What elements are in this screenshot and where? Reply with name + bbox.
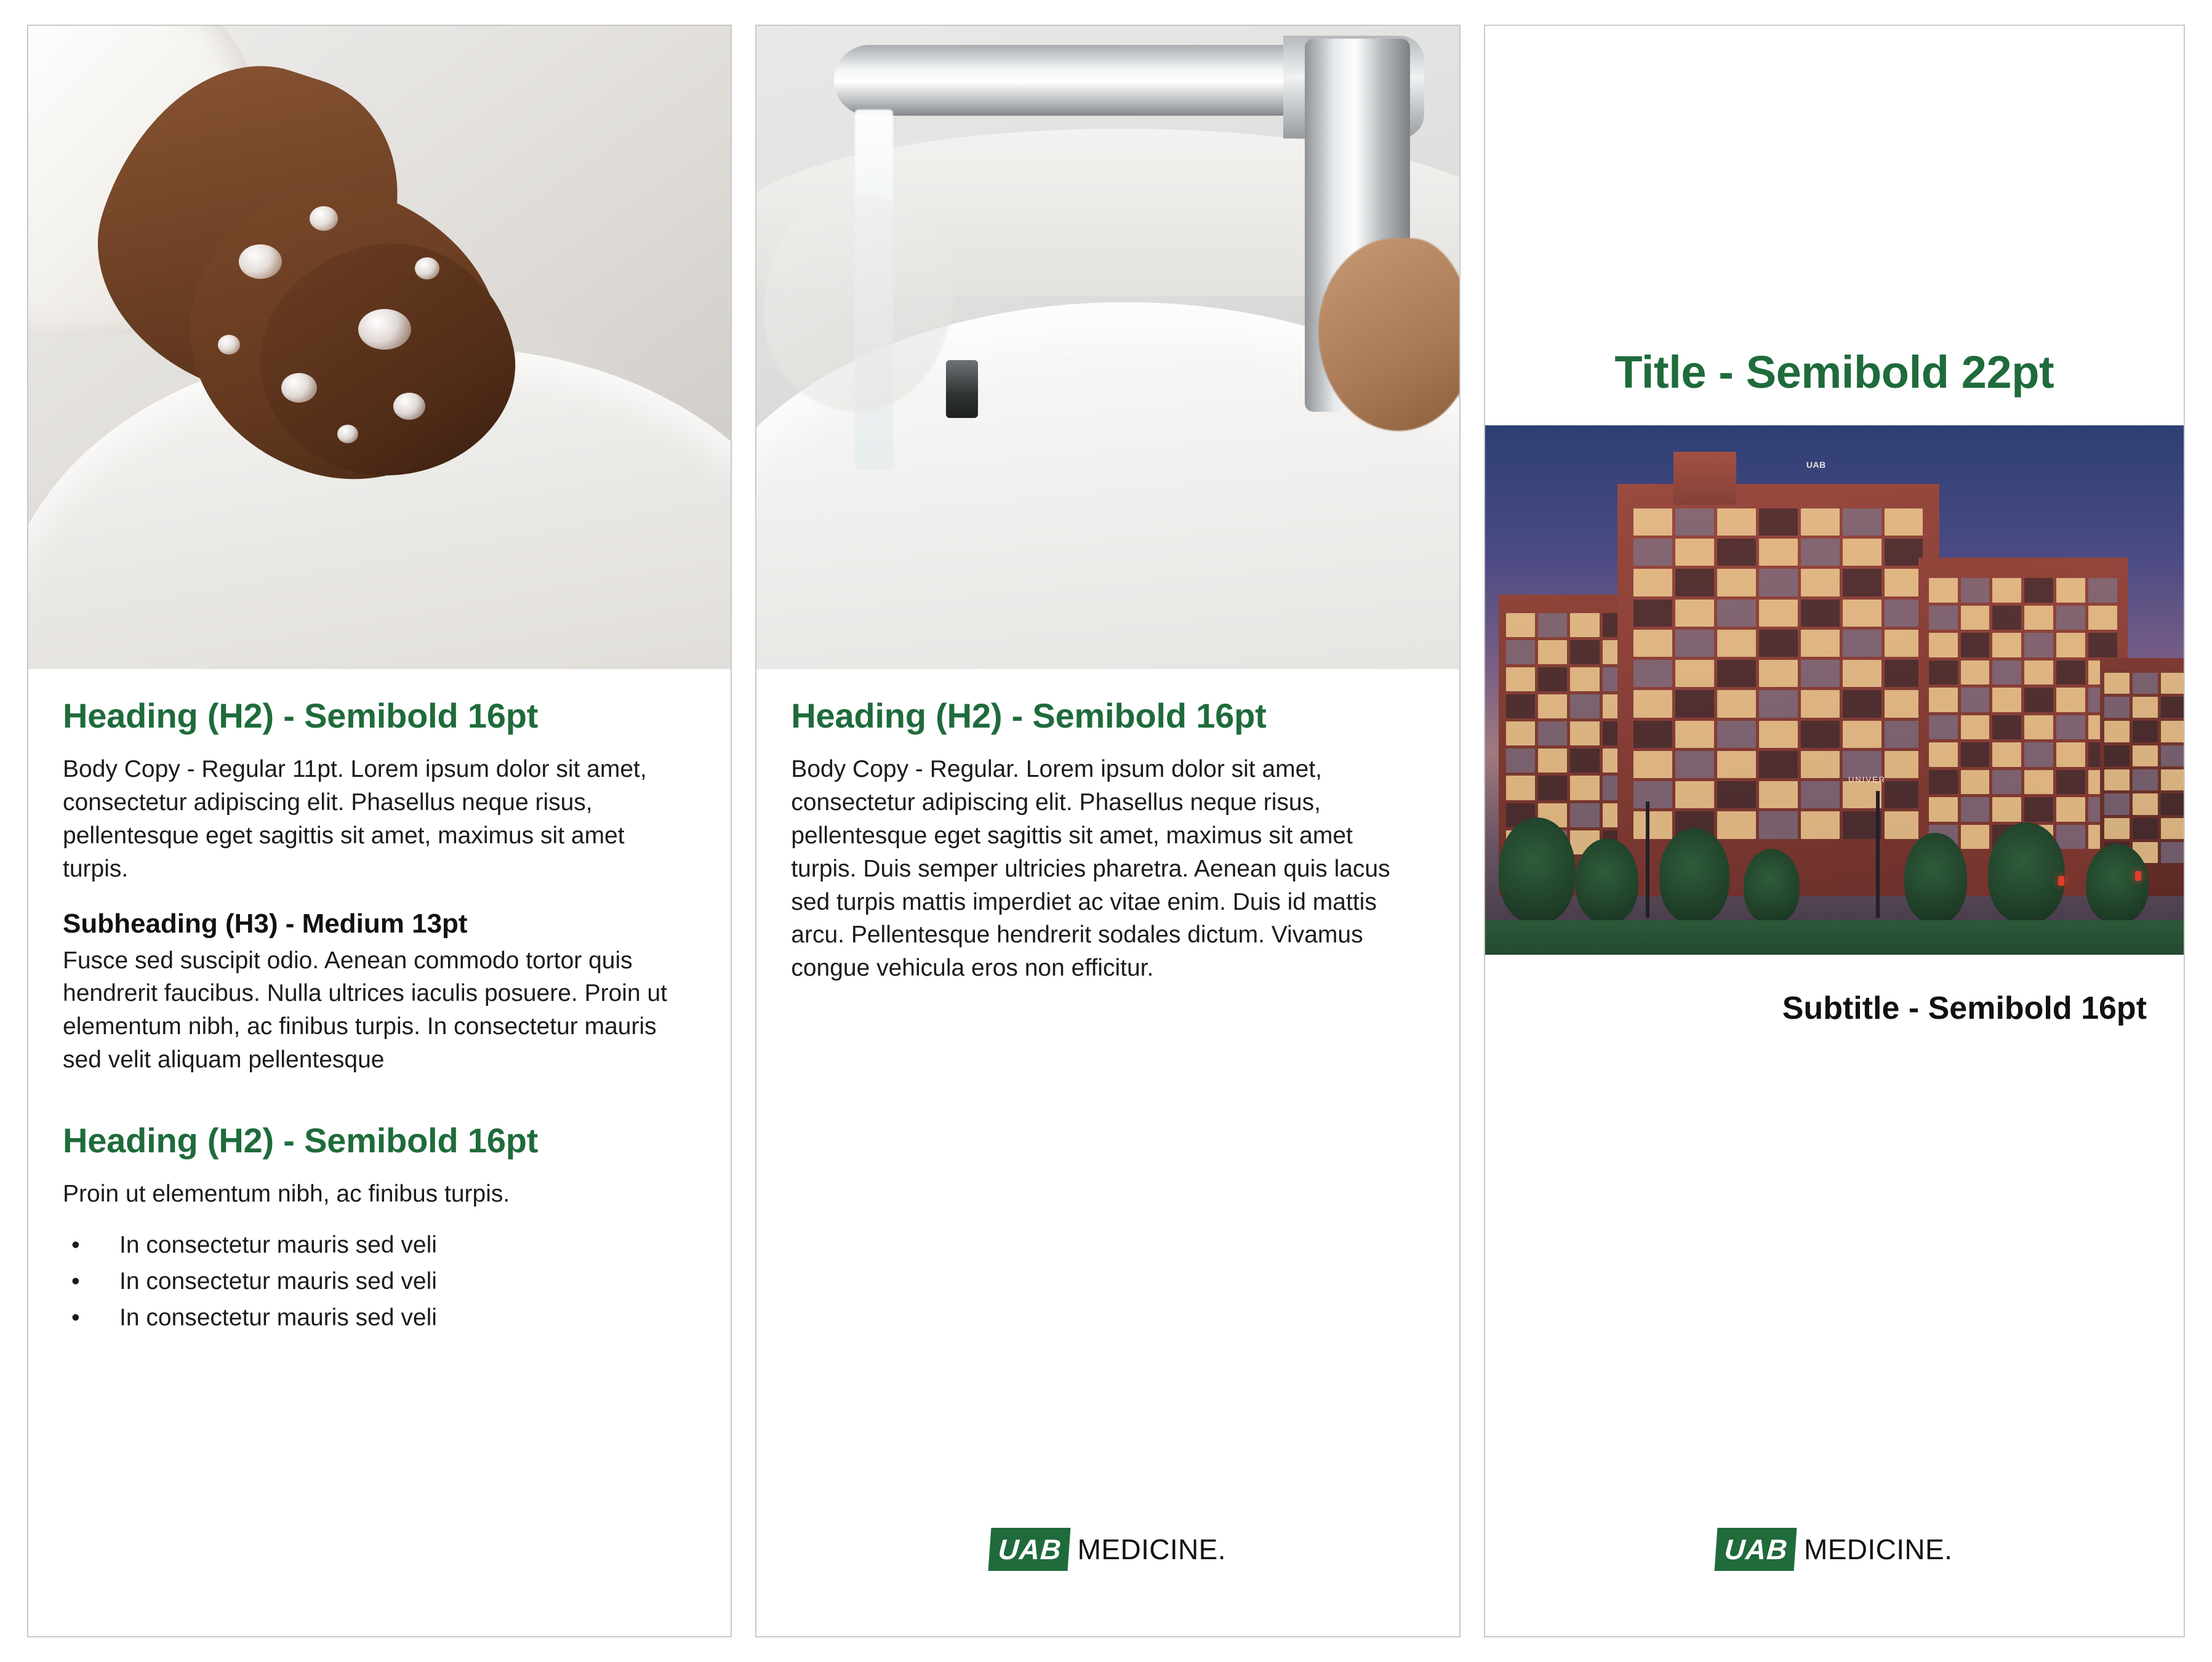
window-grid: [1633, 508, 1923, 839]
traffic-signal-light: [2135, 871, 2141, 881]
uab-logo-mark: UAB: [1715, 1528, 1797, 1571]
tree-shape: [1499, 817, 1576, 923]
list-item: • In consectetur mauris sed veli: [71, 1263, 696, 1299]
left-body-3: Proin ut elementum nibh, ac finibus turpis.: [63, 1181, 510, 1208]
window-grid: [1506, 613, 1632, 854]
page-subtitle: Subtitle - Semibold 16pt: [1782, 990, 2147, 1027]
building-entrance-sign: UNIVER: [1848, 774, 1886, 784]
page-title: Title - Semibold 22pt: [1614, 347, 2054, 398]
faucet-running-water-photo: [756, 26, 1459, 669]
middle-heading-1: Heading (H2) - Semibold 16pt: [791, 696, 1267, 735]
uab-medicine-logo: [1485, 1528, 2184, 1571]
tree-shape: [1576, 838, 1638, 923]
left-body-1: Body Copy - Regular 11pt. Lorem ipsum dolor sit amet, consectetur adipiscing elit. Phasellus neque risus, pellentesque eget sagittis sit amet, maximus sit amet turpis.: [63, 756, 647, 882]
sink-overflow-hole: [946, 360, 977, 418]
uab-medicine-logo: [756, 1528, 1459, 1571]
hands-washing-with-soap-photo: [28, 26, 731, 669]
list-item: • In consectetur mauris sed veli: [71, 1299, 696, 1336]
left-bullet-list: [63, 1227, 696, 1336]
medicine-wordmark: MEDICINE.: [1804, 1533, 1953, 1565]
middle-panel-body: [756, 669, 1459, 985]
building-rooftop-block: [1673, 452, 1736, 505]
window-grid: [2104, 673, 2184, 864]
soap-suds: [415, 257, 439, 279]
window-grid: [1929, 578, 2118, 849]
left-heading-1: Heading (H2) - Semibold 16pt: [63, 696, 539, 735]
soap-suds: [310, 206, 338, 231]
panel-left: [27, 25, 732, 1637]
faucet-spout-shape: [834, 45, 1354, 116]
building-main-tower: [1617, 484, 1939, 897]
left-heading-2: Heading (H2) - Semibold 16pt: [63, 1120, 539, 1160]
tree-shape: [1988, 822, 2065, 923]
left-subheading: Subheading (H3) - Medium 13pt: [63, 908, 468, 939]
left-body-2: Fusce sed suscipit odio. Aenean commodo tortor quis hendrerit faucibus. Nulla ultrices iaculis posuere. Proin ut elementum nibh, ac finibus turpis. In consectetur mauris sed velit aliquam pellentesque: [63, 947, 667, 1073]
uab-hospital-building-photo: [1485, 425, 2184, 955]
medicine-wordmark: MEDICINE.: [1077, 1533, 1226, 1565]
panel-middle: [755, 25, 1460, 1637]
uab-logo-mark: UAB: [988, 1528, 1071, 1571]
ground-lawn-strip: [1485, 920, 2184, 955]
building-uab-sign: UAB: [1806, 459, 1826, 470]
tree-shape: [1744, 849, 1800, 923]
soap-suds: [358, 309, 411, 350]
list-item: • In consectetur mauris sed veli: [71, 1227, 696, 1263]
tree-shape: [1904, 833, 1967, 923]
traffic-signal-light: [2058, 876, 2064, 886]
tree-shape: [1659, 828, 1729, 923]
street-light: [1646, 801, 1649, 918]
tree-shape: [2086, 844, 2149, 923]
title-block: [1485, 26, 2184, 425]
street-light: [1876, 791, 1880, 918]
left-panel-body: [28, 669, 731, 1336]
soap-suds: [218, 335, 240, 355]
soap-suds: [337, 425, 358, 443]
soap-suds: [393, 393, 425, 420]
soap-suds: [281, 373, 317, 403]
panel-right: [1484, 25, 2185, 1637]
middle-body-1: Body Copy - Regular. Lorem ipsum dolor sit amet, consectetur adipiscing elit. Phasellus neque risus, pellentesque eget sagittis sit amet, maximus sit amet turpis. Duis semper ultricies pharetra. Aenean quis lacus sed turpis mattis imperdiet ac vitae enim. Duis id mattis arcu. Pellentesque hendrerit sodales dictum. Vivamus congue vehicula eros non efficitur.: [791, 756, 1390, 982]
subtitle-block: [1485, 955, 2184, 1030]
